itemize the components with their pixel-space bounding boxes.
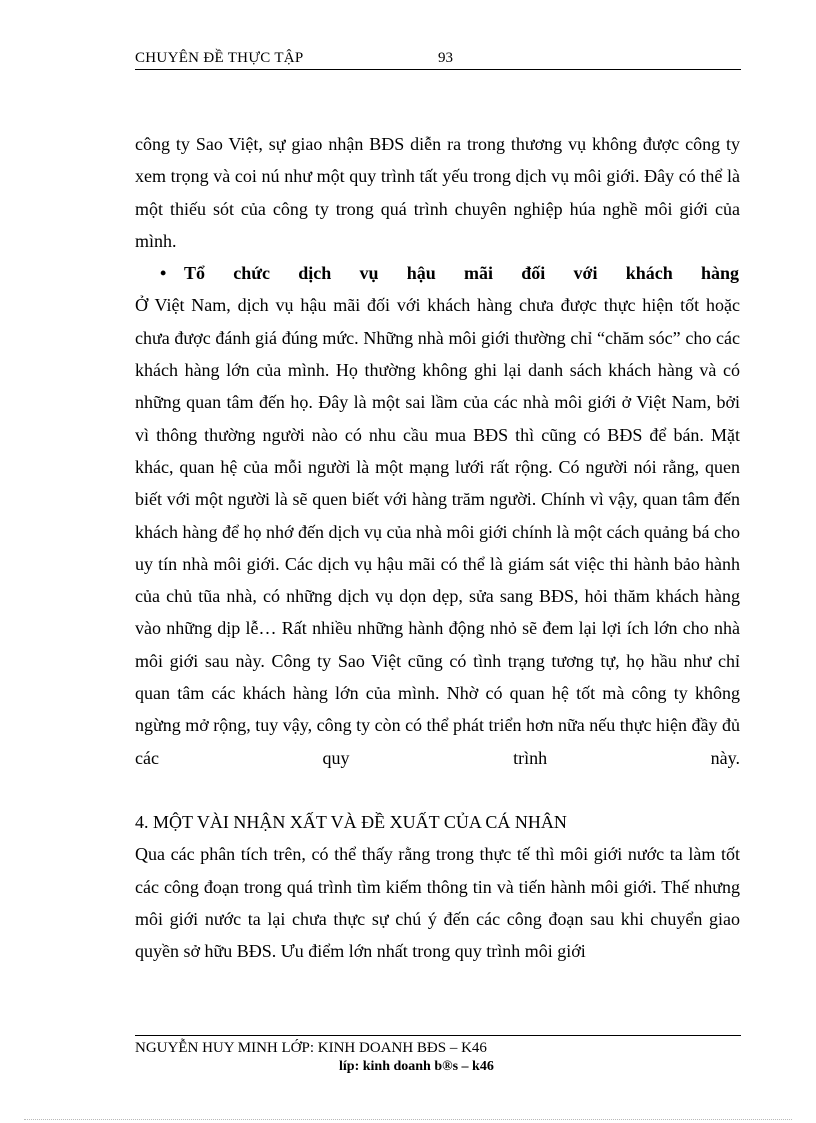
bullet-icon: •: [160, 263, 167, 284]
paragraph-2: Ở Việt Nam, dịch vụ hậu mãi đối với khách hàng chưa được thực hiện tốt hoặc chưa được đánh giá đúng mức. Những nhà môi giới thường chỉ “chăm sóc” cho các khách hàng lớn của mình. Họ thường không ghi lại danh sách khách hàng và có những quan tâm đến họ. Đây là một sai lầm của các nhà môi giới ở Việt Nam, bởi vì thông thường người nào có nhu cầu mua BĐS thì cũng có BĐS để bán. Mặt khác, quan hệ của mỗi người là một mạng lưới rất rộng. Có người nói rằng, quen biết với một người là sẽ quen biết với hàng trăm người. Chính vì vậy, quan tâm đến khách hàng để họ nhớ đến dịch vụ của nhà môi giới chính là một cách quảng bá cho uy tín nhà môi giới. Các dịch vụ hậu mãi có thể là giám sát việc thi hành bảo hành của chủ tũa nhà, có những dịch vụ dọn dẹp, sửa sang BĐS, hỏi thăm khách hàng vào những dịp lễ… Rất nhiều những hành động nhỏ sẽ đem lại lợi ích lớn cho nhà môi giới sau này. Công ty Sao Việt cũng có tình trạng tương tự, họ hầu như chỉ quan tâm các khách hàng lớn của mình. Nhờ có quan hệ tốt mà công ty không ngừng mở rộng, tuy vậy, công ty còn có thể phát triển hơn nữa nếu thực hiện đầy đủ các quy trình này.: [135, 295, 741, 768]
bullet-heading: [135, 257, 740, 289]
page-number: 93: [438, 50, 453, 66]
document-body: [135, 128, 740, 967]
page-edge-divider: [24, 1119, 792, 1120]
bullet-heading-text: Tổ chức dịch vụ hậu mãi đối với khách hàng: [184, 263, 739, 284]
section-heading: 4. MỘT VÀI NHẬN XẤT VÀ ĐỀ XUẤT CỦA CÁ NHÂN: [135, 811, 567, 832]
paragraph-1: công ty Sao Việt, sự giao nhận BĐS diễn ra trong thương vụ không được công ty xem trọng và coi nú như một quy trình tất yếu trong dịch vụ môi giới. Đây có thể là một thiếu sót của công ty trong quá trình chuyên nghiệp húa nghề môi giới của mình.: [135, 134, 740, 251]
paragraph-3: Qua các phân tích trên, có thể thấy rằng trong thực tế thì môi giới nước ta làm tốt các công đoạn trong quá trình tìm kiếm thông tin và tiến hành môi giới. Thế nhưng môi giới nước ta lại chưa thực sự chú ý đến các công đoạn sau khi chuyển giao quyền sở hữu BĐS. Ưu điểm lớn nhất trong quy trình môi giới: [135, 844, 740, 962]
footer-author-class: NGUYỄN HUY MINH LỚP: KINH DOANH BĐS – K46: [135, 1040, 487, 1056]
page-header: [135, 49, 741, 70]
document-title: CHUYÊN ĐỀ THỰC TẬP: [135, 50, 304, 66]
footer-class-encoded: líp: kinh doanh b®s – k46: [339, 1059, 494, 1074]
page-footer: [135, 1035, 741, 1074]
